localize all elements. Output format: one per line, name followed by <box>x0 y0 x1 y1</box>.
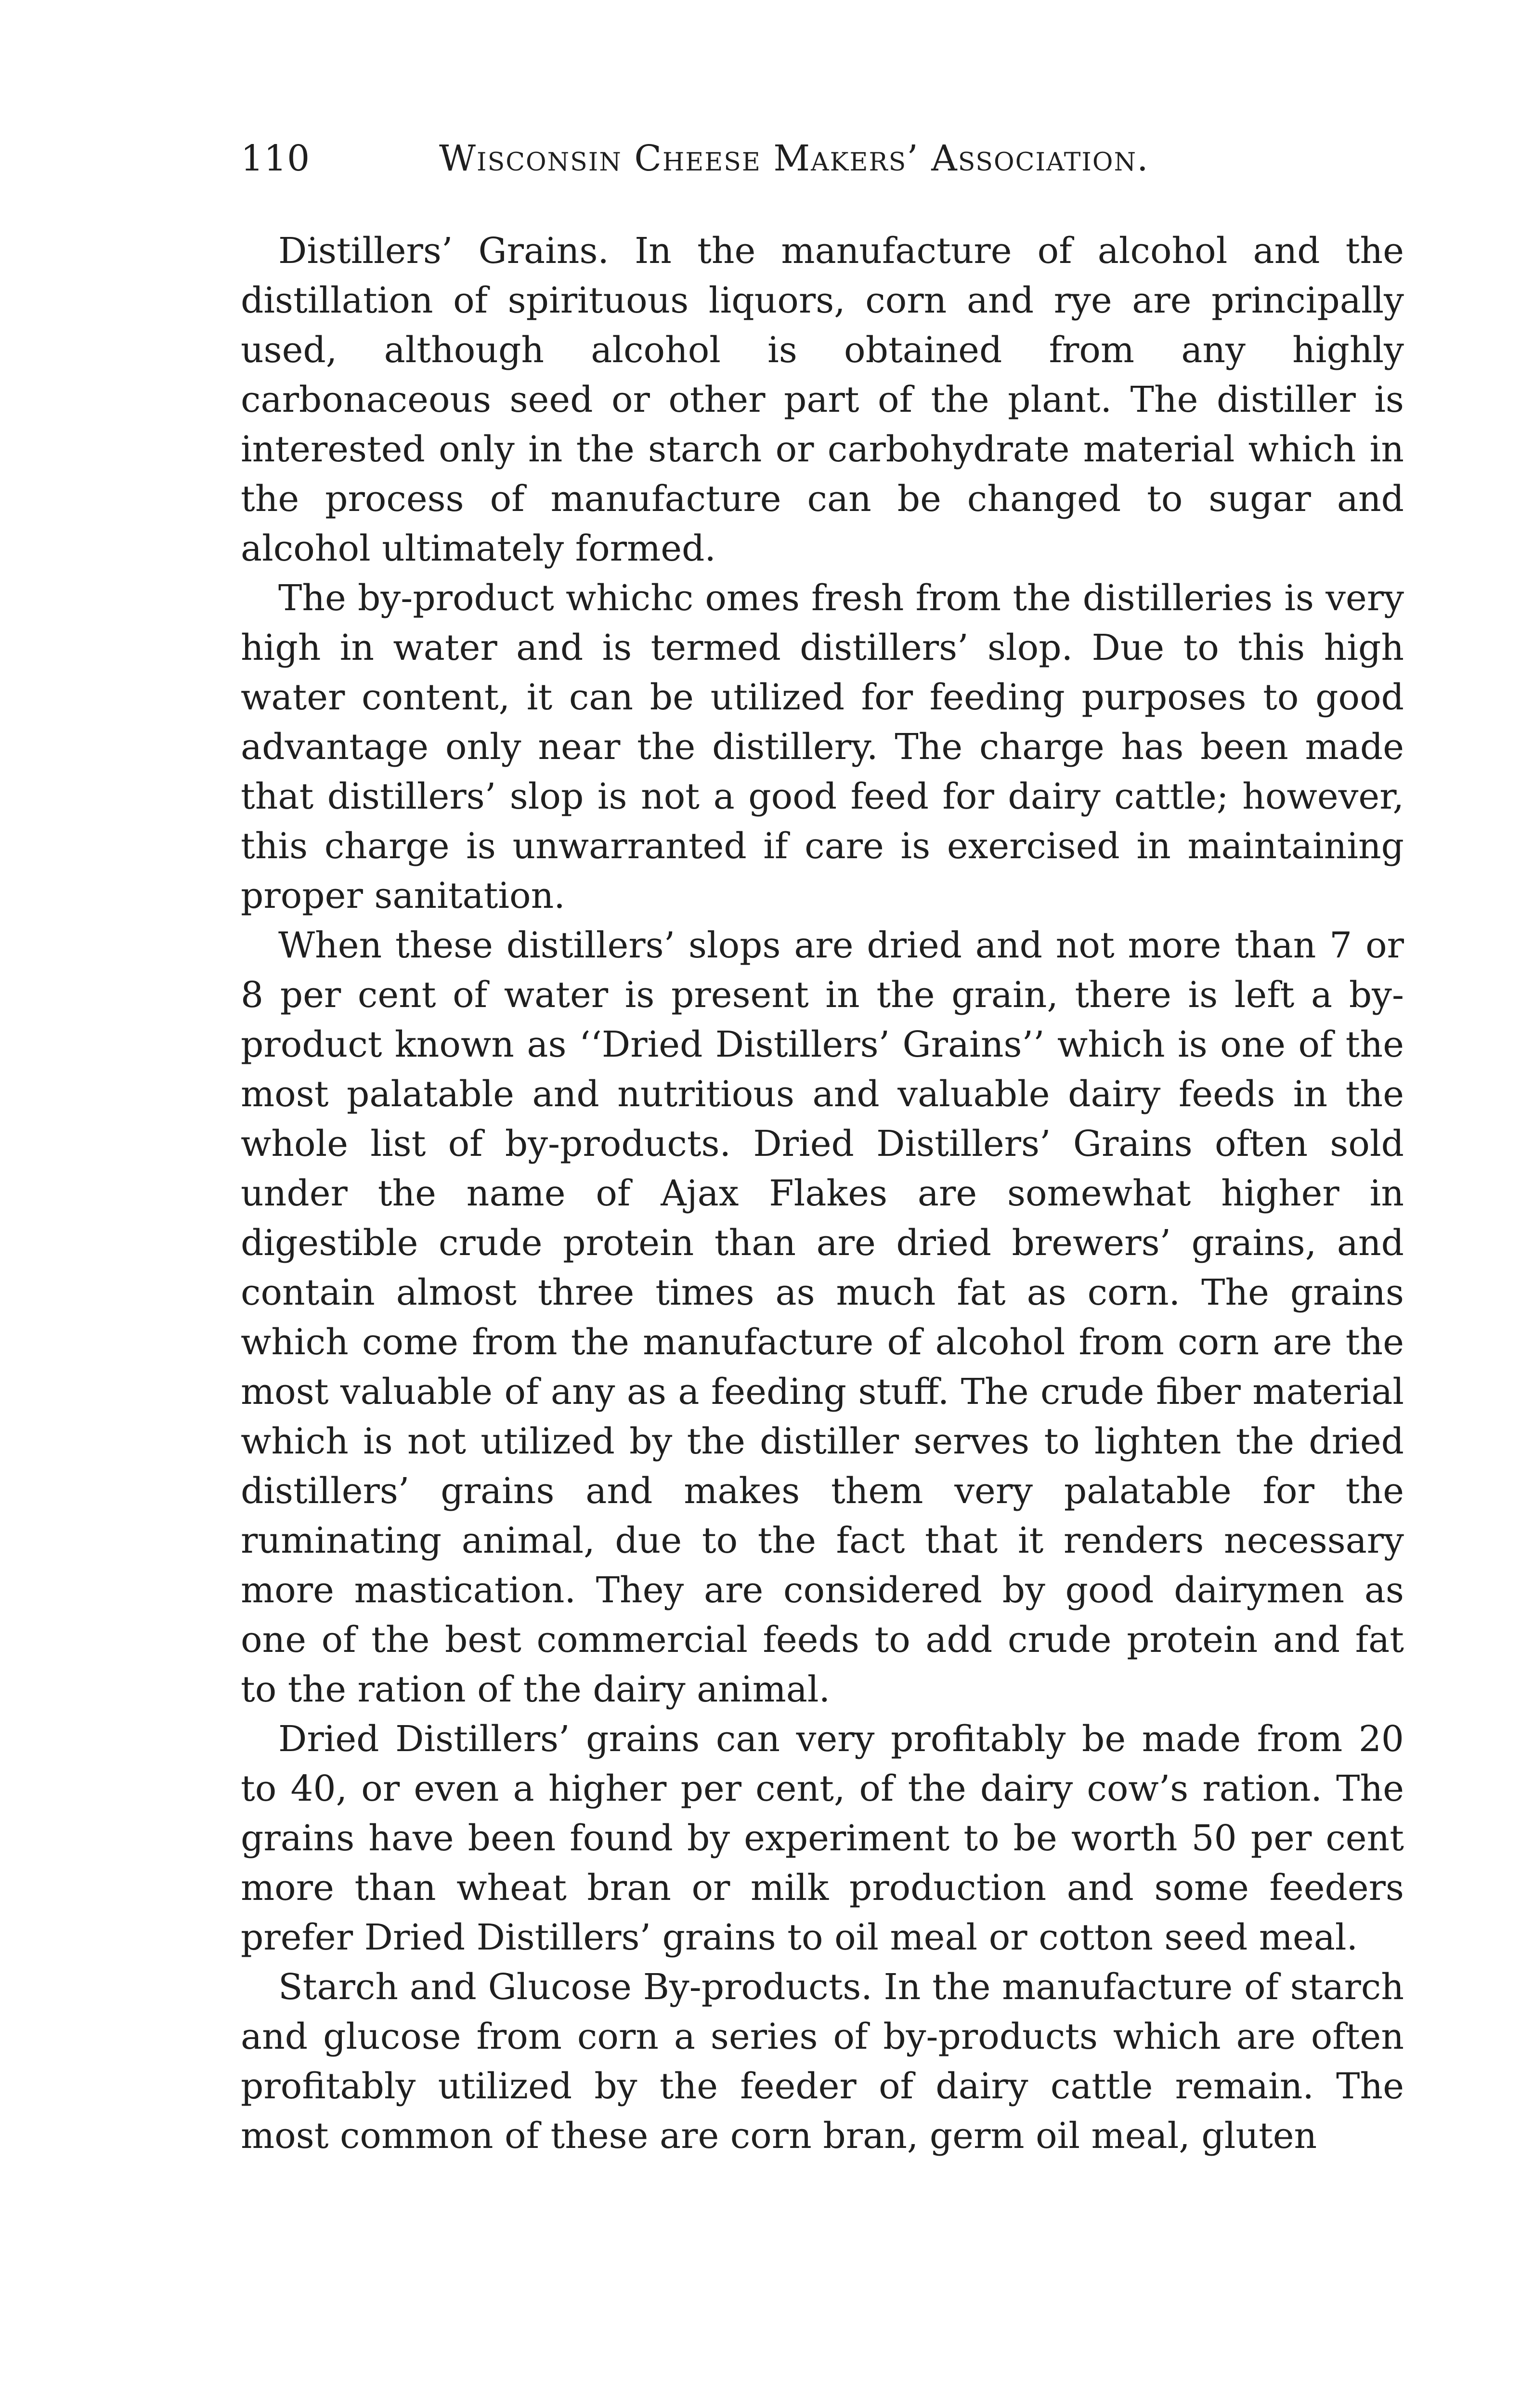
paragraph-starch-glucose: Starch and Glucose By-products. In the manufacture of starch and glucose from corn a series of by-products which are often profitably utilized by the feeder of dairy cattle remain. The most common of these are corn bran, germ oil meal, gluten <box>241 1966 1404 2157</box>
paragraph-dried-grains-ration: Dried Distillers’ grains can very profitably be made from 20 to 40, or even a higher per cent, of the dairy cow’s ration. The grains have been found by experiment to be worth 50 per cent more than wheat bran or milk production and some feeders prefer Dried Distillers’ grains to oil meal or cotton seed meal. <box>241 1718 1404 1958</box>
body-text <box>241 226 1404 2297</box>
paragraph-dried-distillers-grains: When these distillers’ slops are dried and not more than 7 or 8 per cent of water is present in the grain, there is left a by-product known as ‘‘Dried Distillers’ Grains’’ which is one of the most palatable and nutritious and valuable dairy feeds in the whole list of by-products. Dried Distillers’ Grains often sold under the name of Ajax Flakes are somewhat higher in digestible crude protein than are dried brewers’ grains, and contain almost three times as much fat as corn. The grains which come from the manufacture of alcohol from corn are the most valuable of any as a feeding stuff. The crude fiber material which is not utilized by the distiller serves to lighten the dried distillers’ grains and makes them very palatable for the ruminating animal, due to the fact that it renders necessary more mastication. They are considered by good dairymen as one of the best commercial feeds to add crude protein and fat to the ration of the dairy animal. <box>241 925 1404 1710</box>
paragraph-distillers-slop: The by-product whichc omes fresh from the distilleries is very high in water and is termed distillers’ slop. Due to this high water content, it can be utilized for feeding purposes to good advantage only near the distillery. The charge has been made that distillers’ slop is not a good feed for dairy cattle; however, this charge is unwarranted if care is exercised in maintaining proper sanitation. <box>241 577 1404 916</box>
page-number: 110 <box>241 138 311 179</box>
paragraph-distillers-grains: Distillers’ Grains. In the manufacture of alcohol and the distillation of spirituous liquors, corn and rye are principally used, although alcohol is obtained from any highly carbonaceous seed or other part of the plant. The distiller is interested only in the starch or carbohydrate material which in the process of manufacture can be changed to sugar and alcohol ultimately formed. <box>241 230 1404 569</box>
page-header <box>241 138 1252 191</box>
running-title: Wisconsin Cheese Makers’ Association. <box>439 138 1149 179</box>
